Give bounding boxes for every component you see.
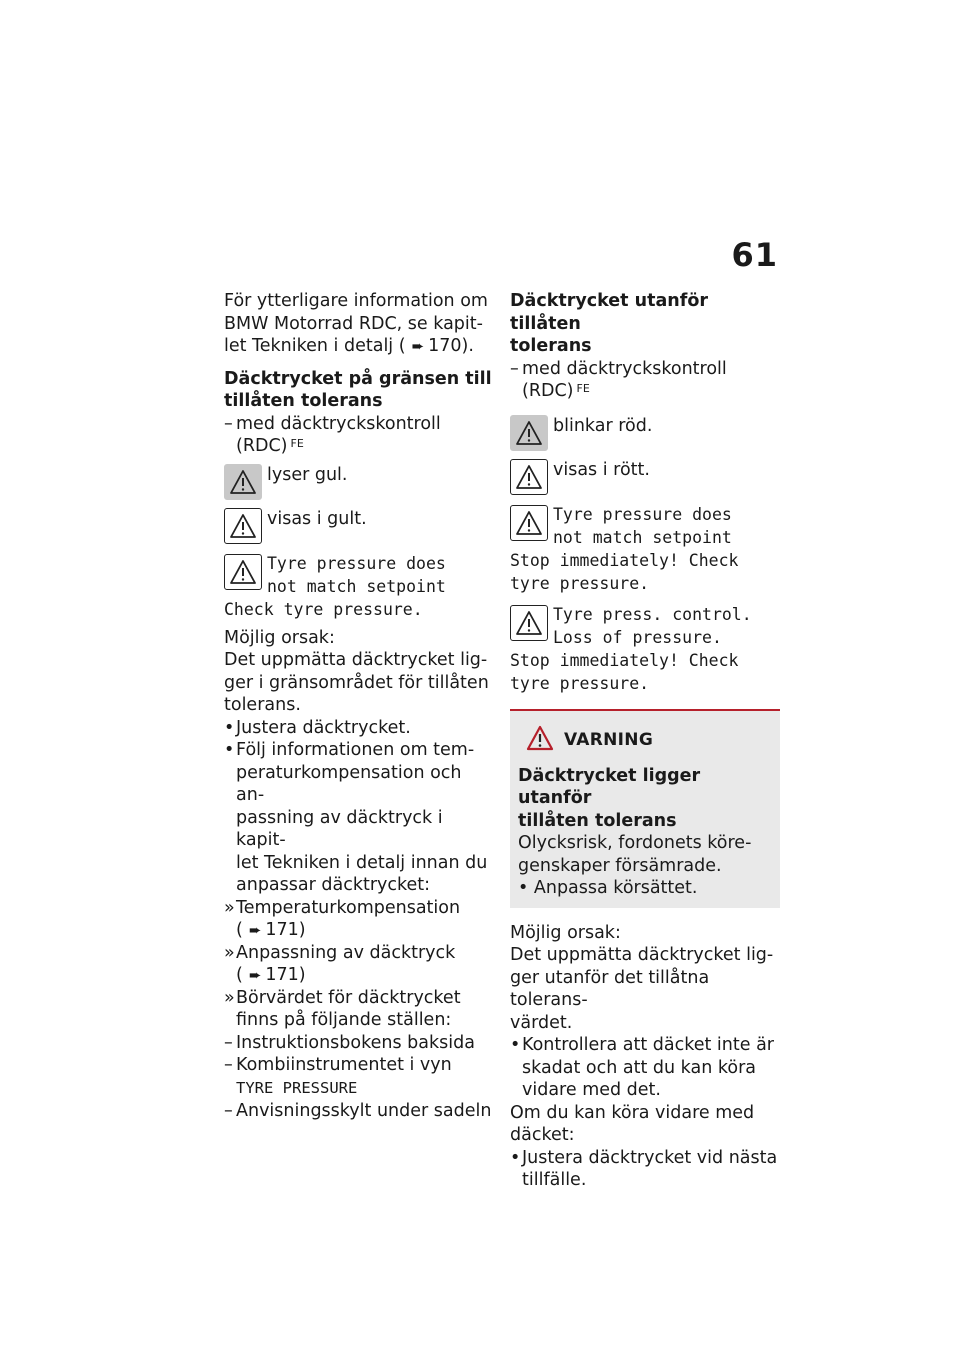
indicator-text: lyser gul. [267,464,348,485]
display-message [224,552,494,621]
arrow-right-icon: ➨ [248,966,262,984]
page-reference: ( ➨ 171) [236,920,306,940]
warning-display-icon [510,459,548,495]
indicator-row [224,508,494,544]
display-text: not match setpoint [553,527,732,547]
cause-text: Det uppmätta däcktrycket lig- [510,945,774,965]
cause-text: ger utanför det tillåtna tolerans- [510,967,710,1010]
page-reference: ( ➨ 170). [398,336,474,356]
display-text: Stop immediately! Check [510,650,739,670]
warning-heading: Däcktrycket ligger utanför [518,765,701,808]
page-reference: ( ➨ 171) [236,965,306,985]
list-item: » Temperaturkompensation ( ➨ 171) [224,897,494,942]
indicator-row [510,415,780,451]
warning-label: VARNING [564,729,654,750]
indicator-row [224,464,494,500]
display-text: tyre pressure. [510,573,650,593]
right-column [510,290,780,1192]
section-heading: tillåten tolerans [224,391,383,411]
list-item: • Justera däcktrycket. [224,717,494,740]
cause-text: värdet. [510,1012,573,1033]
list-item: • Justera däcktrycket vid nästa tillfälle. [510,1147,780,1192]
page-number: 61 [731,236,778,274]
paragraph: däcket: [510,1125,575,1145]
warning-title [526,725,772,755]
warning-light-icon [510,415,548,451]
list-item: – med däcktryckskontroll [510,358,780,381]
display-text: TYRE PRESSURE [236,1078,358,1097]
indicator-text: visas i rött. [553,459,650,480]
list-item: • Följ informationen om tem- peraturkompensation och an- passning av däcktryck i kapit- let Tekniken i detalj innan du anpassar däcktrycket: [224,739,494,897]
warning-bullet: • Anpassa körsättet. [518,878,698,898]
warning-heading: tillåten tolerans [518,810,677,831]
section-heading: tolerans [510,336,592,356]
left-column [224,290,494,1122]
warning-display-icon [224,554,262,590]
indicator-text: blinkar röd. [553,415,653,436]
section-heading: Däcktrycket utanför tillåten [510,291,708,334]
warning-text: Olycksrisk, fordonets köre- [518,833,752,853]
warning-text: genskaper försämrade. [518,855,722,876]
indicator-row [510,459,780,495]
warning-display-icon [224,508,262,544]
display-text: Tyre pressure does [267,553,446,573]
section-heading: Däcktrycket på gränsen till [224,368,492,389]
display-text: Loss of pressure. [553,627,722,647]
display-message [510,503,780,595]
warning-light-icon [224,464,262,500]
list-item: – Kombiinstrumentet i vyn TYRE PRESSURE [224,1054,494,1100]
display-text: Tyre pressure does [553,504,732,524]
warning-triangle-icon [526,725,554,755]
list-item: – Instruktionsbokens baksida [224,1032,494,1055]
arrow-right-icon: ➨ [248,921,262,939]
cause-label: Möjlig orsak: [224,627,335,648]
arrow-right-icon: ➨ [411,337,425,355]
display-text: Stop immediately! Check [510,550,739,570]
indicator-text: visas i gult. [267,508,367,529]
cause-text: Det uppmätta däcktrycket lig- [224,650,488,670]
intro-line: let Tekniken i detalj ( ➨ 170). [224,336,474,356]
list-item-cont: (RDC) $^{FE}$ [522,381,590,401]
display-text: not match setpoint [267,576,446,596]
list-item-cont: (RDC) $^{FE}$ [236,436,304,456]
intro-line: För ytterligare information om [224,291,488,311]
display-message [510,603,780,695]
display-text: Tyre press. control. [553,604,752,624]
cause-text: tolerans. [224,695,301,715]
list-item: – Anvisningsskylt under sadeln [224,1100,494,1123]
list-item: » Börvärdet för däcktrycket finns på följande ställen: [224,987,494,1032]
cause-text: ger i gränsområdet för tillåten [224,672,489,693]
cause-label: Möjlig orsak: [510,922,621,943]
display-text: tyre pressure. [510,673,650,693]
paragraph: Om du kan köra vidare med [510,1102,755,1123]
list-item: • Kontrollera att däcket inte är skadat och att du kan köra vidare med det. [510,1034,780,1102]
list-item: » Anpassning av däcktryck ( ➨ 171) [224,942,494,987]
warning-box [510,709,780,908]
list-item: – med däcktryckskontroll [224,413,494,436]
display-text: Check tyre pressure. [224,599,423,619]
warning-display-icon [510,605,548,641]
warning-display-icon [510,505,548,541]
intro-line: BMW Motorrad RDC, se kapit- [224,313,483,334]
